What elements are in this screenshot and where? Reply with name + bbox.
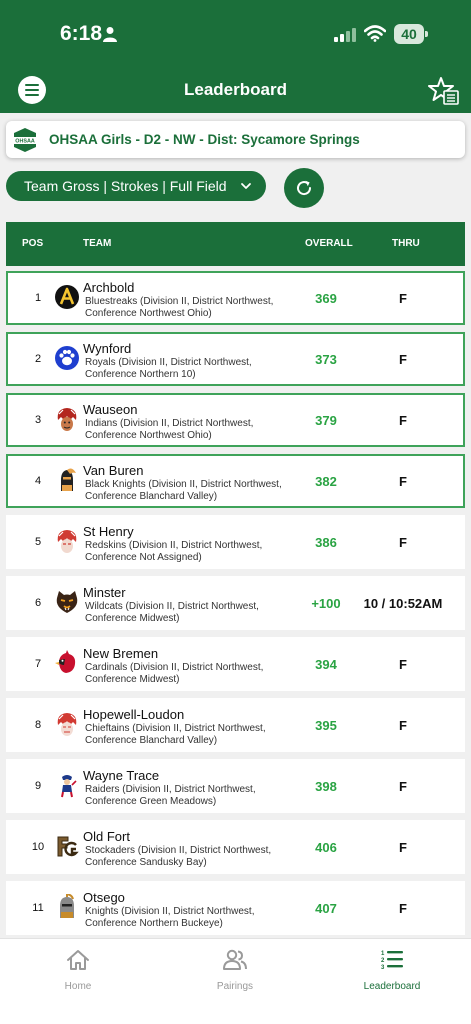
team-logo-cardinal (54, 650, 80, 676)
team-logo-knight (54, 467, 80, 493)
team-logo-paw (54, 345, 80, 371)
table-row[interactable] (6, 515, 465, 569)
thru-status: F (399, 840, 407, 855)
team-logo-chief (54, 711, 80, 737)
tab-leaderboard[interactable] (337, 949, 447, 992)
team-logo-archbold (54, 284, 80, 310)
thru-status: F (399, 291, 407, 306)
favorites-list-icon[interactable] (428, 76, 460, 106)
chevron-down-icon (240, 180, 252, 192)
overall-score: 379 (315, 413, 337, 428)
battery-level: 40 (394, 24, 424, 44)
team-description: Stockaders (Division II, District Northwest, Conference Sandusky Bay) (85, 845, 272, 868)
svg-text:1: 1 (381, 951, 385, 957)
svg-text:2: 2 (381, 958, 385, 964)
team-name: Hopewell-Loudon (83, 707, 185, 722)
row-position: 11 (32, 902, 44, 914)
cellular-signal-icon (334, 28, 358, 42)
refresh-icon (295, 179, 313, 197)
table-row[interactable] (6, 759, 465, 813)
team-description: Wildcats (Division II, District Northwest, Conference Midwest) (85, 601, 259, 624)
team-name: Minster (83, 585, 126, 600)
thru-status: F (399, 779, 407, 794)
row-position: 10 (31, 841, 45, 853)
team-logo-chief (54, 528, 80, 554)
thru-status: F (399, 535, 407, 550)
team-description: Indians (Division II, District Northwest, Conference Northwest Ohio) (85, 418, 254, 441)
table-row[interactable] (6, 637, 465, 691)
page-title: Leaderboard (184, 80, 287, 99)
overall-score: 369 (315, 291, 337, 306)
row-position: 3 (34, 414, 42, 426)
event-title: OHSAA Girls - D2 - NW - Dist: Sycamore Springs (49, 132, 360, 147)
row-position: 6 (34, 597, 42, 609)
overall-score: 407 (315, 901, 337, 916)
person-status-icon (102, 26, 118, 42)
row-position: 9 (34, 780, 42, 792)
ohsaa-logo-text: OHSAA (15, 138, 35, 145)
team-logo-fort (54, 833, 80, 859)
overall-score: 395 (315, 718, 337, 733)
wifi-icon (364, 25, 386, 42)
thru-status: F (399, 718, 407, 733)
team-name: Wauseon (83, 402, 138, 417)
table-row[interactable] (6, 393, 465, 447)
overall-score: 382 (315, 474, 337, 489)
overall-score: +100 (311, 596, 341, 611)
team-description: Raiders (Division II, District Northwest, Conference Green Meadows) (85, 784, 256, 807)
leaderboard-list-icon (380, 949, 404, 971)
team-description: Cardinals (Division II, District Northwest, Conference Midwest) (85, 662, 264, 685)
team-name: New Bremen (83, 646, 159, 661)
row-position: 7 (34, 658, 42, 670)
people-icon (222, 949, 248, 971)
overall-score: 394 (315, 657, 337, 672)
tab-home-label: Home (64, 981, 92, 992)
leaderboard-filter-dropdown[interactable] (6, 171, 266, 201)
team-description: Redskins (Division II, District Northwest, Conference Not Assigned) (85, 540, 263, 563)
filter-label: Team Gross | Strokes | Full Field (24, 178, 227, 194)
thru-status: F (399, 657, 407, 672)
overall-score: 406 (315, 840, 337, 855)
battery-tip (425, 31, 428, 37)
table-row[interactable] (6, 332, 465, 386)
team-description: Chieftains (Division II, District Northwest, Conference Blanchard Valley) (85, 723, 266, 746)
thru-status: 10 / 10:52AM (363, 596, 443, 611)
tab-home[interactable] (23, 949, 133, 992)
thru-status: F (399, 413, 407, 428)
column-header-pos: POS (22, 238, 44, 249)
thru-status: F (399, 352, 407, 367)
team-logo-raider (54, 772, 80, 798)
battery-indicator (394, 24, 428, 44)
table-row[interactable] (6, 576, 465, 630)
team-name: St Henry (83, 524, 134, 539)
thru-status: F (399, 474, 407, 489)
ohsaa-logo (12, 127, 38, 153)
team-logo-knight (54, 894, 80, 920)
row-position: 1 (34, 292, 42, 304)
team-name: Wynford (83, 341, 132, 356)
team-logo-chief (54, 406, 80, 432)
team-description: Royals (Division II, District Northwest, Conference Northern 10) (85, 357, 252, 380)
row-position: 8 (34, 719, 42, 731)
refresh-button[interactable] (284, 168, 324, 208)
team-description: Bluestreaks (Division II, District Northwest, Conference Northwest Ohio) (85, 296, 274, 319)
leaderboard-table-header (6, 222, 465, 266)
svg-text:3: 3 (381, 965, 385, 971)
column-header-team: TEAM (83, 238, 112, 249)
table-row[interactable] (6, 271, 465, 325)
team-logo-wildcat (54, 589, 80, 615)
team-name: Wayne Trace (83, 768, 160, 783)
table-row[interactable] (6, 881, 465, 935)
column-header-thru: THRU (392, 238, 420, 249)
team-name: Otsego (83, 890, 125, 905)
row-position: 2 (34, 353, 42, 365)
tab-pairings-label: Pairings (216, 981, 254, 992)
overall-score: 386 (315, 535, 337, 550)
tab-leaderboard-label: Leaderboard (363, 981, 421, 992)
overall-score: 373 (315, 352, 337, 367)
tab-pairings[interactable] (180, 949, 290, 992)
overall-score: 398 (315, 779, 337, 794)
team-description: Black Knights (Division II, District Northwest, Conference Blanchard Valley) (85, 479, 282, 502)
thru-status: F (399, 901, 407, 916)
table-row[interactable] (6, 698, 465, 752)
table-row[interactable] (6, 454, 465, 508)
row-position: 5 (34, 536, 42, 548)
home-icon (66, 949, 90, 971)
team-name: Archbold (83, 280, 135, 295)
status-time: 6:18 (60, 22, 103, 45)
event-card[interactable] (6, 121, 465, 158)
table-row[interactable] (6, 820, 465, 874)
team-name: Old Fort (83, 829, 130, 844)
row-position: 4 (34, 475, 42, 487)
team-description: Knights (Division II, District Northwest, Conference Northern Buckeye) (85, 906, 255, 929)
top-bar (0, 0, 471, 113)
column-header-overall: OVERALL (305, 238, 353, 249)
team-name: Van Buren (83, 463, 144, 478)
bottom-tab-bar (0, 938, 471, 1024)
